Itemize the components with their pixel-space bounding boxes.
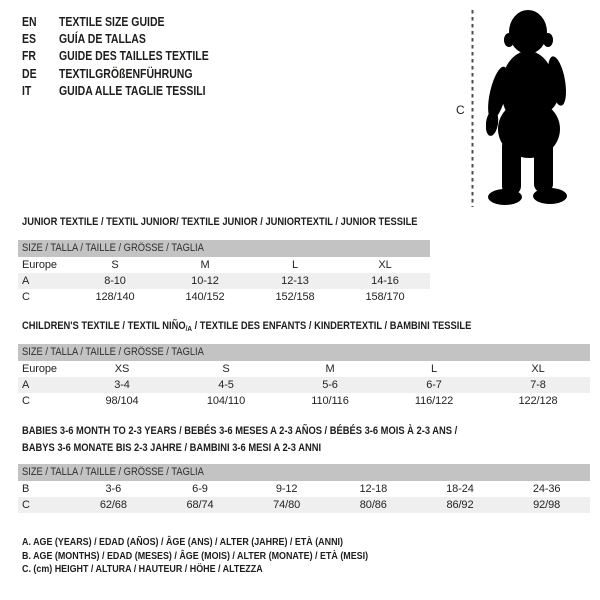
cell: S: [222, 363, 230, 375]
cell: 62/68: [99, 499, 127, 511]
cell: 98/104: [105, 395, 139, 407]
subscript-a: /A: [185, 324, 192, 333]
table-row-height: [18, 393, 590, 409]
language-code: IT: [22, 84, 32, 99]
baby-silhouette-icon: [486, 9, 570, 205]
cell: XL: [531, 363, 545, 375]
junior-size-table: [18, 240, 430, 305]
language-row-es: [22, 30, 209, 47]
section-title-babies: BABIES 3-6 MONTH TO 2-3 YEARS / BEBÉS 3-6 MESES A 2-3 AÑOS / BÉBÉS 3-6 MOIS À 2-3 ANS / BABYS 3-6 MONATE BIS 2-3 JAHRE / BAMBINI 3-6 MESI A 2-3 ANNI: [22, 425, 458, 454]
language-row-en: [22, 13, 209, 30]
table-row-height: [18, 497, 590, 513]
cell: 18-24: [446, 483, 474, 495]
table-row-europe: [18, 361, 590, 377]
cell: 7-8: [530, 379, 546, 391]
row-label: C: [22, 395, 30, 407]
table-row-age: [18, 377, 590, 393]
cell: 140/152: [185, 291, 225, 303]
cell: 74/80: [273, 499, 301, 511]
language-row-it: [22, 83, 209, 100]
table-row-months: [18, 481, 590, 497]
language-code: EN: [22, 14, 37, 29]
cell: 6-7: [426, 379, 442, 391]
language-title: TEXTILGRÖßENFÜHRUNG: [58, 66, 193, 81]
legend-line-c: C. (cm) HEIGHT / ALTURA / HAUTEUR / HÖHE / ALTEZZA: [22, 563, 263, 576]
height-dashed-line-icon: [471, 10, 474, 207]
legend-line-a: A. AGE (YEARS) / EDAD (AÑOS) / ÂGE (ANS) / ALTER (JAHRE) / ETÀ (ANNI): [22, 536, 343, 548]
cell: 110/116: [311, 395, 349, 407]
row-label: Europe: [22, 259, 57, 271]
cell: 80/86: [359, 499, 387, 511]
language-code: DE: [22, 66, 37, 81]
cell: 68/74: [186, 499, 214, 511]
cell: 3-4: [114, 379, 130, 391]
row-label: C: [22, 291, 30, 303]
size-header-bar: SIZE / TALLA / TAILLE / GRÖSSE / TAGLIA: [18, 464, 590, 481]
cell: 122/128: [518, 395, 558, 407]
language-code: ES: [22, 32, 37, 47]
cell: 92/98: [533, 499, 561, 511]
cell: XL: [378, 259, 392, 271]
table-row-height: [18, 289, 430, 305]
size-header-bar: SIZE / TALLA / TAILLE / GRÖSSE / TAGLIA: [18, 344, 590, 361]
language-title: GUÍA DE TALLAS: [58, 32, 146, 47]
babies-size-table: [18, 464, 590, 513]
cell: 12-18: [359, 483, 388, 495]
size-header-bar: SIZE / TALLA / TAILLE / GRÖSSE / TAGLIA: [18, 240, 430, 257]
cell: 128/140: [95, 291, 135, 303]
cell: 9-12: [275, 483, 298, 495]
cell: 116/122: [414, 395, 454, 407]
row-label: B: [22, 483, 30, 495]
cell: 10-12: [191, 275, 219, 287]
cell: M: [200, 259, 210, 271]
cell: XS: [114, 363, 130, 375]
section-title-junior: JUNIOR TEXTILE / TEXTIL JUNIOR/ TEXTILE JUNIOR / JUNIORTEXTIL / JUNIOR TESSILE: [22, 216, 418, 228]
row-label: Europe: [22, 363, 57, 375]
cell: 5-6: [322, 379, 338, 391]
language-title-block: [22, 13, 244, 100]
cell: L: [291, 259, 299, 271]
children-size-table: [18, 344, 590, 409]
cell: 14-16: [371, 275, 399, 287]
row-label: A: [22, 275, 30, 287]
table-row-europe: [18, 257, 430, 273]
table-row-age: [18, 273, 430, 289]
language-title: TEXTILE SIZE GUIDE: [58, 14, 165, 29]
language-title: GUIDE DES TAILLES TEXTILE: [58, 49, 209, 64]
cell: 24-36: [532, 483, 561, 495]
cell: 86/92: [446, 499, 474, 511]
cell: 104/110: [206, 395, 246, 407]
measure-c-label: C: [456, 103, 465, 117]
language-row-de: [22, 65, 209, 82]
cell: L: [430, 363, 438, 375]
cell: 8-10: [104, 275, 126, 287]
row-label: C: [22, 499, 30, 511]
cell: 12-13: [281, 275, 309, 287]
row-label: A: [22, 379, 30, 391]
cell: 4-5: [218, 379, 234, 391]
cell: 152/158: [275, 291, 315, 303]
cell: S: [111, 259, 119, 271]
measure-legend: [22, 536, 429, 577]
language-code: FR: [22, 49, 37, 64]
section-title-children: CHILDREN'S TEXTILE / TEXTIL $NIÑO_{/A}$ / TEXTILE DES ENFANTS / KINDERTEXTIL / BAMBINI TESSILE: [22, 320, 472, 333]
cell: 158/170: [365, 291, 405, 303]
cell: M: [325, 363, 335, 375]
cell: 6-9: [192, 483, 208, 495]
language-title: GUIDA ALLE TAGLIE TESSILI: [58, 84, 206, 99]
legend-line-b: B. AGE (MONTHS) / EDAD (MESES) / ÂGE (MOIS) / ALTER (MONATE) / ETÀ (MESI): [22, 549, 369, 562]
cell: 3-6: [105, 483, 122, 495]
language-row-fr: [22, 48, 209, 65]
